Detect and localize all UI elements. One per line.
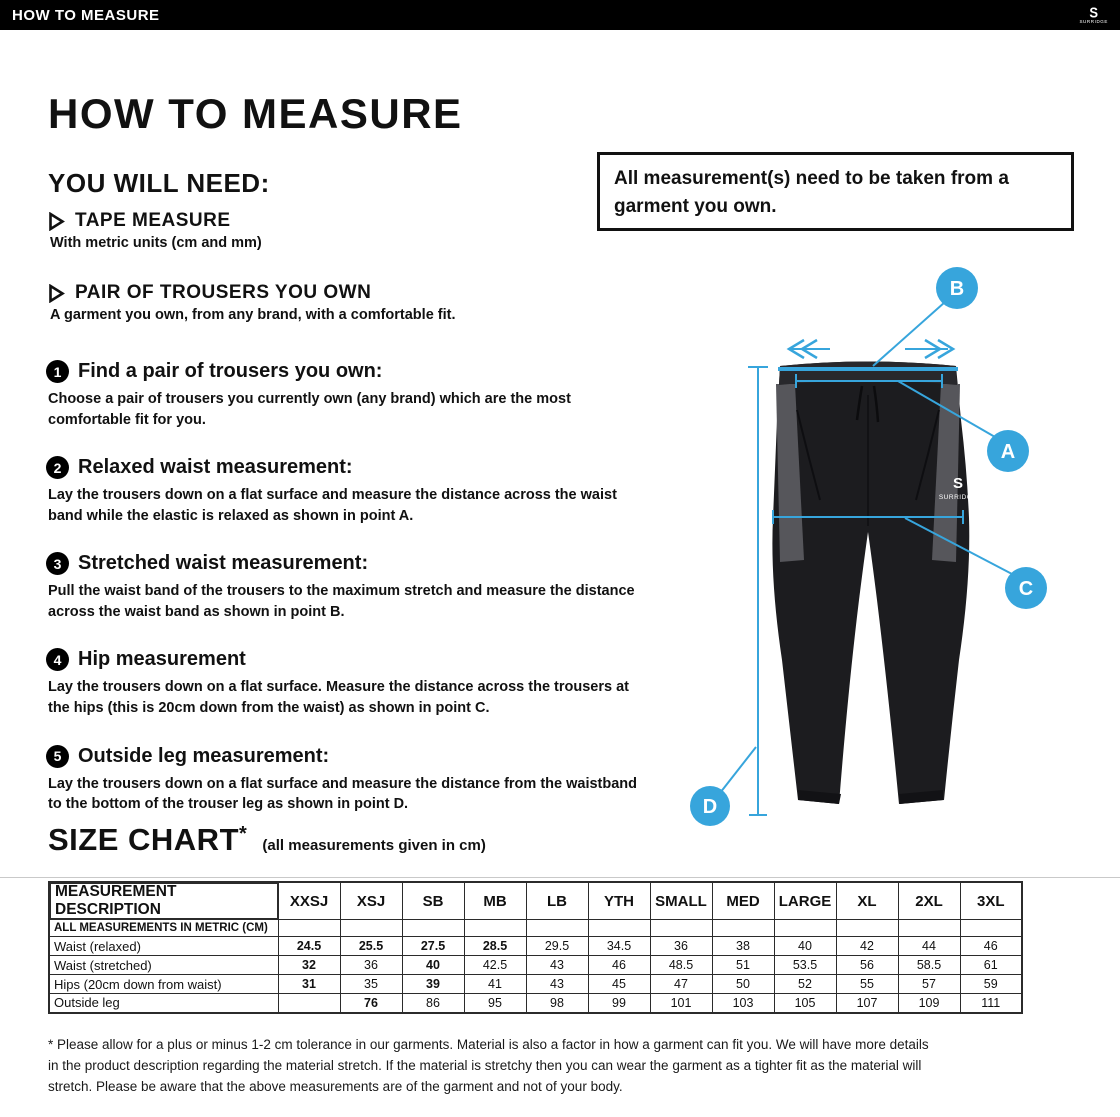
table-cell: 39 [402,975,464,994]
table-cell: 61 [960,956,1022,975]
step-title: Relaxed waist measurement: [78,456,353,479]
triangle-bullet-icon [48,284,65,303]
step-title: Stretched waist measurement: [78,552,369,575]
size-chart-note: (all measurements given in cm) [262,837,486,854]
table-cell: 48.5 [650,956,712,975]
horizontal-divider [0,877,1120,878]
table-cell: 111 [960,994,1022,1013]
table-cell [836,920,898,937]
need-item-subtitle: With metric units (cm and mm) [50,235,262,251]
column-header: LB [526,882,588,920]
label-B: B [949,278,965,300]
svg-text:S: S [952,475,964,492]
footnote: * Please allow for a plus or minus 1-2 cm tolerance in our garments. Material is also a factor in how a garment can fit you. We will have more details in the product description regarding the material stretch. If the material is stretchy then you can wear the garment as a tighter fit as the material will stretch. Please be aware that the above measurements are of the garment and not of your body. [48,1036,929,1095]
step-title: Hip measurement [78,648,246,671]
table-cell: 99 [588,994,650,1013]
table-row [49,956,1022,975]
table-cell: 34.5 [588,937,650,956]
table-cell [712,920,774,937]
steps-list [46,360,650,841]
step-item [46,745,650,815]
table-cell: 41 [464,975,526,994]
table-cell: 31 [278,975,340,994]
need-item-subtitle: A garment you own, from any brand, with a comfortable fit. [50,307,456,323]
step-number-badge: 4 [46,648,69,671]
column-header: XL [836,882,898,920]
column-header: SB [402,882,464,920]
table-cell: 55 [836,975,898,994]
top-bar [0,0,1120,30]
size-chart-table [48,881,1023,1014]
table-cell: 32 [278,956,340,975]
trousers-illustration [690,260,1100,840]
step-number-badge: 3 [46,552,69,575]
table-cell: 56 [836,956,898,975]
table-cell [774,920,836,937]
table-cell: 47 [650,975,712,994]
page-title: HOW TO MEASURE [48,90,463,138]
label-C: C [1018,578,1034,600]
table-cell [278,920,340,937]
table-cell [960,920,1022,937]
table-row [49,994,1022,1013]
row-label: Hips (20cm down from waist) [49,975,278,994]
step-item [46,360,650,430]
step-number-badge: 5 [46,745,69,768]
step-item [46,456,650,526]
column-header: MED [712,882,774,920]
need-item-title: PAIR OF TROUSERS YOU OWN [75,282,372,303]
table-cell: 107 [836,994,898,1013]
need-item-title: TAPE MEASURE [75,210,231,231]
table-cell: 40 [774,937,836,956]
svg-text:SURRIDGE: SURRIDGE [938,494,978,501]
table-cell: 46 [588,956,650,975]
table-cell [650,920,712,937]
need-item-tape-measure [48,210,262,251]
surridge-logo-initial: S [1089,3,1099,21]
column-header: YTH [588,882,650,920]
row-label: Waist (relaxed) [49,937,278,956]
table-cell: 46 [960,937,1022,956]
column-header: SMALL [650,882,712,920]
column-header: XXSJ [278,882,340,920]
table-cell [402,920,464,937]
size-chart-asterisk: * [239,823,248,845]
step-body: Pull the waist band of the trousers to the maximum stretch and measure the distance across the waist band as shown in point B. [48,583,635,620]
table-cell: 58.5 [898,956,960,975]
table-cell [464,920,526,937]
step-number-badge: 2 [46,456,69,479]
step-number-badge: 1 [46,360,69,383]
column-header: 2XL [898,882,960,920]
table-cell: 27.5 [402,937,464,956]
table-cell: 59 [960,975,1022,994]
column-header: 3XL [960,882,1022,920]
step-body: Lay the trousers down on a flat surface and measure the distance across the waist band while the elastic is relaxed as shown in point A. [48,487,617,524]
step-body: Lay the trousers down on a flat surface and measure the distance from the waistband to the bottom of the trouser leg as shown in point D. [48,775,637,813]
step-title: Find a pair of trousers you own: [78,360,383,382]
table-cell: 38 [712,937,774,956]
table-cell: 95 [464,994,526,1013]
row-label: Outside leg [49,994,278,1013]
table-cell [588,920,650,937]
table-cell: 42 [836,937,898,956]
table-cell: 57 [898,975,960,994]
table-cell: 45 [588,975,650,994]
surridge-logo-text: SURRIDGE [1079,18,1108,24]
table-cell: 25.5 [340,937,402,956]
row-label: ALL MEASUREMENTS IN METRIC (CM) [49,920,278,937]
table-cell: 53.5 [774,956,836,975]
table-cell: 42.5 [464,956,526,975]
table-cell: 24.5 [278,937,340,956]
table-cell [340,920,402,937]
top-bar-title: HOW TO MEASURE [12,6,160,24]
table-cell: 29.5 [526,937,588,956]
table-row [49,975,1022,994]
triangle-bullet-icon [48,212,65,231]
table-cell: 76 [340,994,402,1013]
table-cell [898,920,960,937]
label-D: D [702,796,718,818]
table-cell: 35 [340,975,402,994]
table-cell: 44 [898,937,960,956]
step-title: Outside leg measurement: [78,744,330,767]
table-cell: 36 [650,937,712,956]
table-cell: 103 [712,994,774,1013]
table-row [49,920,1022,937]
table-cell: 86 [402,994,464,1013]
table-cell: 43 [526,956,588,975]
step-item [46,648,650,718]
table-cell: 105 [774,994,836,1013]
row-label: Waist (stretched) [49,956,278,975]
surridge-logo-icon [1079,3,1108,25]
column-header: MB [464,882,526,920]
table-cell: 28.5 [464,937,526,956]
measurement-labels [690,267,1047,826]
table-cell: 36 [340,956,402,975]
table-cell: 98 [526,994,588,1013]
table-cell [278,994,340,1013]
label-A: A [1000,441,1016,463]
table-cell: 50 [712,975,774,994]
table-cell: 40 [402,956,464,975]
column-header: LARGE [774,882,836,920]
table-cell: 109 [898,994,960,1013]
size-chart-title: SIZE CHART [48,822,239,857]
step-body: Lay the trousers down on a flat surface. Measure the distance across the trousers at the hips (this is 20cm down from the waist) as shown in point C. [48,679,629,717]
table-cell: 52 [774,975,836,994]
trousers-measurement-diagram [690,260,1100,840]
table-cell [526,920,588,937]
table-header-row [49,882,1022,920]
table-row [49,937,1022,956]
need-item-trousers [48,282,456,323]
notice-box: All measurement(s) need to be taken from a garment you own. [597,152,1074,231]
size-chart-heading [48,822,486,858]
table-cell: 51 [712,956,774,975]
column-header: XSJ [340,882,402,920]
table-cell: 101 [650,994,712,1013]
you-will-need-heading: YOU WILL NEED: [48,167,270,198]
table-cell: 43 [526,975,588,994]
step-item [46,552,650,622]
step-body: Choose a pair of trousers you currently own (any brand) which are the most comfortable fit for you. [48,391,571,428]
column-header: MEASUREMENT DESCRIPTION [49,882,278,920]
